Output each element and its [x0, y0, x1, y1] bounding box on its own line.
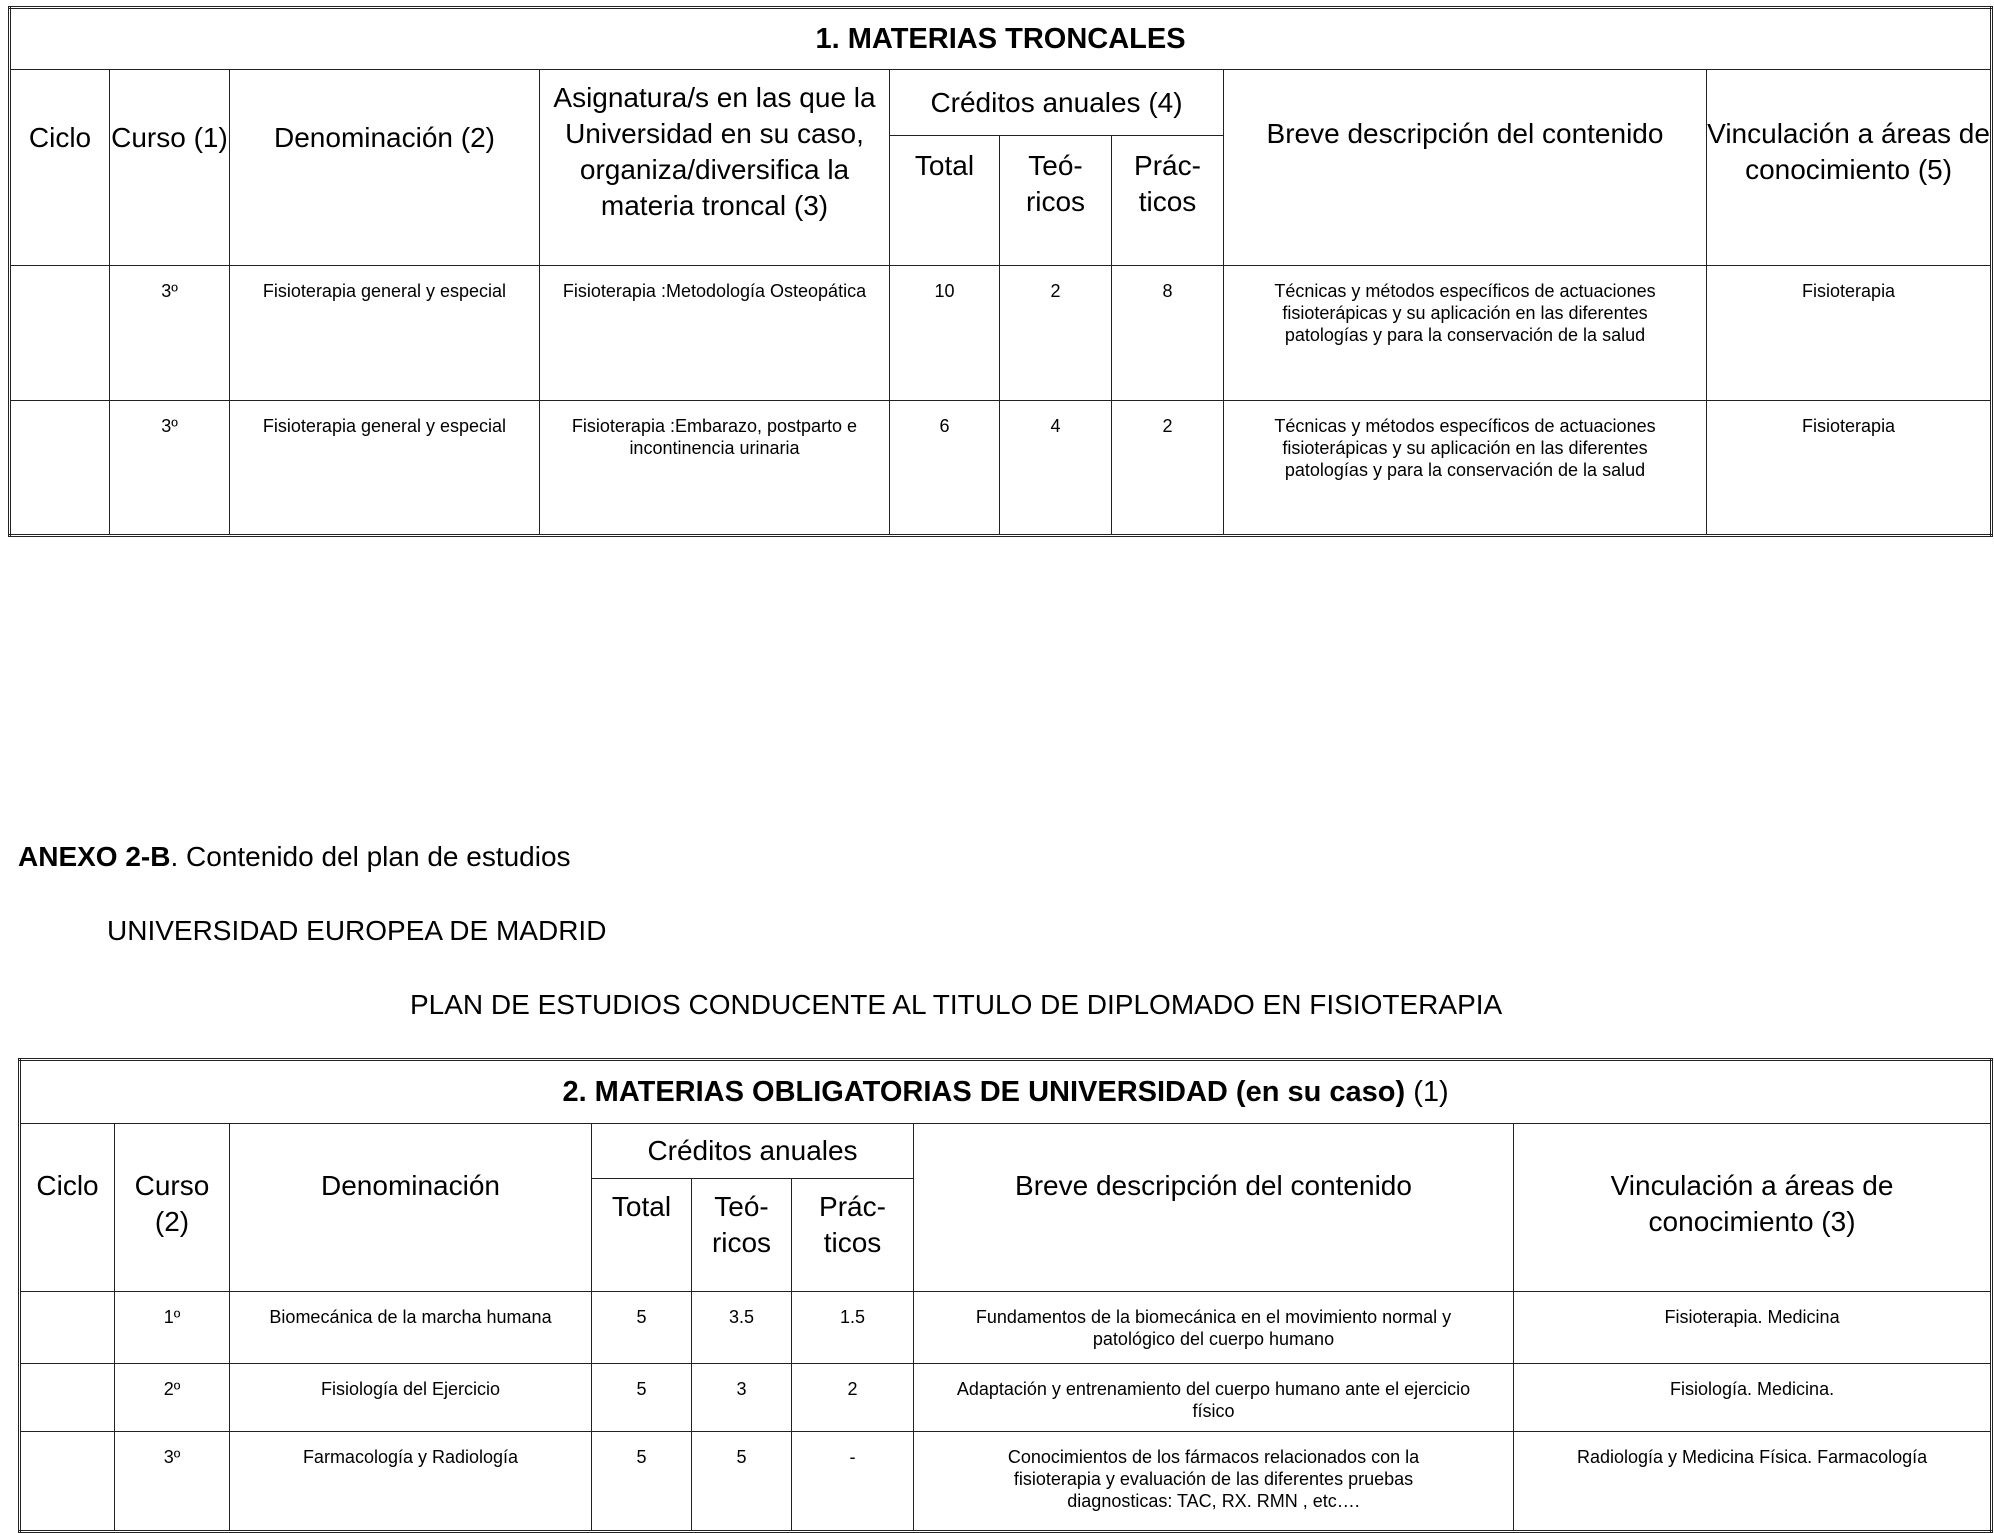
cell-vinculacion: Fisiología. Medicina. [1514, 1364, 1992, 1432]
table-title-suffix: (1) [1405, 1075, 1449, 1108]
cell-ciclo [20, 1292, 115, 1364]
header-descripcion: Breve descripción del contenido [1224, 70, 1707, 266]
header-curso: Curso (2) [115, 1124, 230, 1292]
cell-denominacion: Fisiología del Ejercicio [230, 1364, 592, 1432]
table-row [20, 1432, 1992, 1532]
header-total: Total [890, 136, 1000, 266]
table-title-bold: 2. MATERIAS OBLIGATORIAS DE UNIVERSIDAD (en su caso) [562, 1075, 1406, 1108]
header-teoricos: Teó-ricos [692, 1179, 792, 1292]
cell-practicos: 2 [1112, 401, 1224, 536]
header-vinculacion: Vinculación a áreas de conocimiento (3) [1514, 1124, 1992, 1292]
cell-vinculacion: Fisioterapia [1707, 266, 1992, 401]
cell-vinculacion: Fisioterapia. Medicina [1514, 1292, 1992, 1364]
cell-curso: 3º [110, 401, 230, 536]
header-denominacion: Denominación [230, 1124, 592, 1292]
cell-total: 5 [592, 1364, 692, 1432]
cell-ciclo [10, 401, 110, 536]
cell-ciclo [20, 1432, 115, 1532]
header-vinculacion: Vinculación a áreas de conocimiento (5) [1707, 70, 1992, 266]
cell-denominacion: Fisioterapia general y especial [230, 401, 540, 536]
cell-total: 10 [890, 266, 1000, 401]
cell-denominacion: Biomecánica de la marcha humana [230, 1292, 592, 1364]
cell-total: 5 [592, 1432, 692, 1532]
header-asignatura: Asignatura/s en las que la Universidad en su caso, organiza/diversifica la materia troncal (3) [540, 70, 890, 266]
cell-asignatura: Fisioterapia :Embarazo, postparto e incontinencia urinaria [540, 401, 890, 536]
cell-curso: 3º [110, 266, 230, 401]
header-creditos: Créditos anuales [592, 1124, 914, 1179]
cell-asignatura: Fisioterapia :Metodología Osteopática [540, 266, 890, 401]
annex-label-suffix: . Contenido del plan de estudios [170, 841, 571, 872]
cell-curso: 3º [115, 1432, 230, 1532]
header-teoricos: Teó-ricos [1000, 136, 1112, 266]
cell-total: 5 [592, 1292, 692, 1364]
cell-practicos: - [792, 1432, 914, 1532]
header-denominacion: Denominación (2) [230, 70, 540, 266]
table-materias-obligatorias [18, 1058, 1993, 1533]
annex-heading [18, 841, 571, 873]
table-row [10, 401, 1992, 536]
cell-ciclo [10, 266, 110, 401]
cell-teoricos: 3 [692, 1364, 792, 1432]
table-materias-troncales [8, 6, 1993, 537]
cell-teoricos: 4 [1000, 401, 1112, 536]
table-row [20, 1292, 1992, 1364]
table-title [20, 1060, 1992, 1124]
cell-curso: 1º [115, 1292, 230, 1364]
cell-descripcion: Técnicas y métodos específicos de actuaciones fisioterápicas y su aplicación en las diferentes patologías y para la conservación de la salud [1224, 401, 1707, 536]
header-ciclo: Ciclo [10, 70, 110, 266]
table-row [10, 266, 1992, 401]
cell-practicos: 2 [792, 1364, 914, 1432]
cell-denominacion: Fisioterapia general y especial [230, 266, 540, 401]
cell-descripcion: Conocimientos de los fármacos relacionados con la fisioterapia y evaluación de las diferentes pruebas diagnosticas: TAC, RX. RMN , etc…. [914, 1432, 1514, 1532]
cell-vinculacion: Fisioterapia [1707, 401, 1992, 536]
plan-title: PLAN DE ESTUDIOS CONDUCENTE AL TITULO DE DIPLOMADO EN FISIOTERAPIA [410, 989, 1503, 1020]
cell-total: 6 [890, 401, 1000, 536]
header-practicos: Prác-ticos [792, 1179, 914, 1292]
header-practicos: Prác-ticos [1112, 136, 1224, 266]
cell-vinculacion: Radiología y Medicina Física. Farmacología [1514, 1432, 1992, 1532]
university-name: UNIVERSIDAD EUROPEA DE MADRID [107, 915, 607, 946]
header-creditos: Créditos anuales (4) [890, 70, 1224, 136]
header-total: Total [592, 1179, 692, 1292]
annex-label: ANEXO 2-B [18, 841, 171, 872]
cell-practicos: 8 [1112, 266, 1224, 401]
cell-teoricos: 2 [1000, 266, 1112, 401]
table-title: 1. MATERIAS TRONCALES [10, 8, 1992, 70]
cell-descripcion: Técnicas y métodos específicos de actuaciones fisioterápicas y su aplicación en las diferentes patologías y para la conservación de la salud [1224, 266, 1707, 401]
cell-denominacion: Farmacología y Radiología [230, 1432, 592, 1532]
table-row [20, 1364, 1992, 1432]
header-ciclo: Ciclo [20, 1124, 115, 1292]
cell-descripcion: Adaptación y entrenamiento del cuerpo humano ante el ejercicio físico [914, 1364, 1514, 1432]
cell-ciclo [20, 1364, 115, 1432]
cell-practicos: 1.5 [792, 1292, 914, 1364]
cell-curso: 2º [115, 1364, 230, 1432]
cell-teoricos: 3.5 [692, 1292, 792, 1364]
header-curso: Curso (1) [110, 70, 230, 266]
cell-teoricos: 5 [692, 1432, 792, 1532]
header-descripcion: Breve descripción del contenido [914, 1124, 1514, 1292]
cell-descripcion: Fundamentos de la biomecánica en el movimiento normal y patológico del cuerpo humano [914, 1292, 1514, 1364]
